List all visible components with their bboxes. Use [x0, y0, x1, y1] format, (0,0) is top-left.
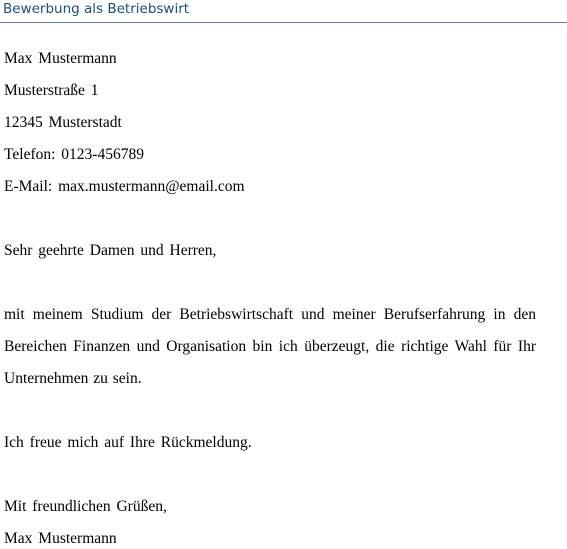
salutation: Sehr geehrte Damen und Herren,	[4, 242, 217, 259]
sender-email: E-Mail: max.mustermann@email.com	[4, 178, 245, 195]
sender-street: Musterstraße 1	[4, 82, 99, 99]
closing-sentence: Ich freue mich auf Ihre Rückmeldung.	[4, 434, 252, 451]
sender-city: 12345 Musterstadt	[4, 114, 122, 131]
document-header	[0, 0, 567, 23]
body-paragraph: mit meinem Studium der Betriebswirtschaft und meiner Berufserfahrung in den Bereichen Finanzen und Organisation bin ich überzeugt, die richtige Wahl für Ihr Unternehmen zu sein.	[4, 306, 536, 387]
closing-greeting: Mit freundlichen Grüßen,	[4, 498, 167, 515]
document-title: Bewerbung als Betriebswirt	[3, 1, 190, 17]
sender-phone: Telefon: 0123-456789	[4, 146, 144, 163]
sender-name: Max Mustermann	[4, 50, 117, 67]
signature: Max Mustermann	[4, 530, 117, 547]
